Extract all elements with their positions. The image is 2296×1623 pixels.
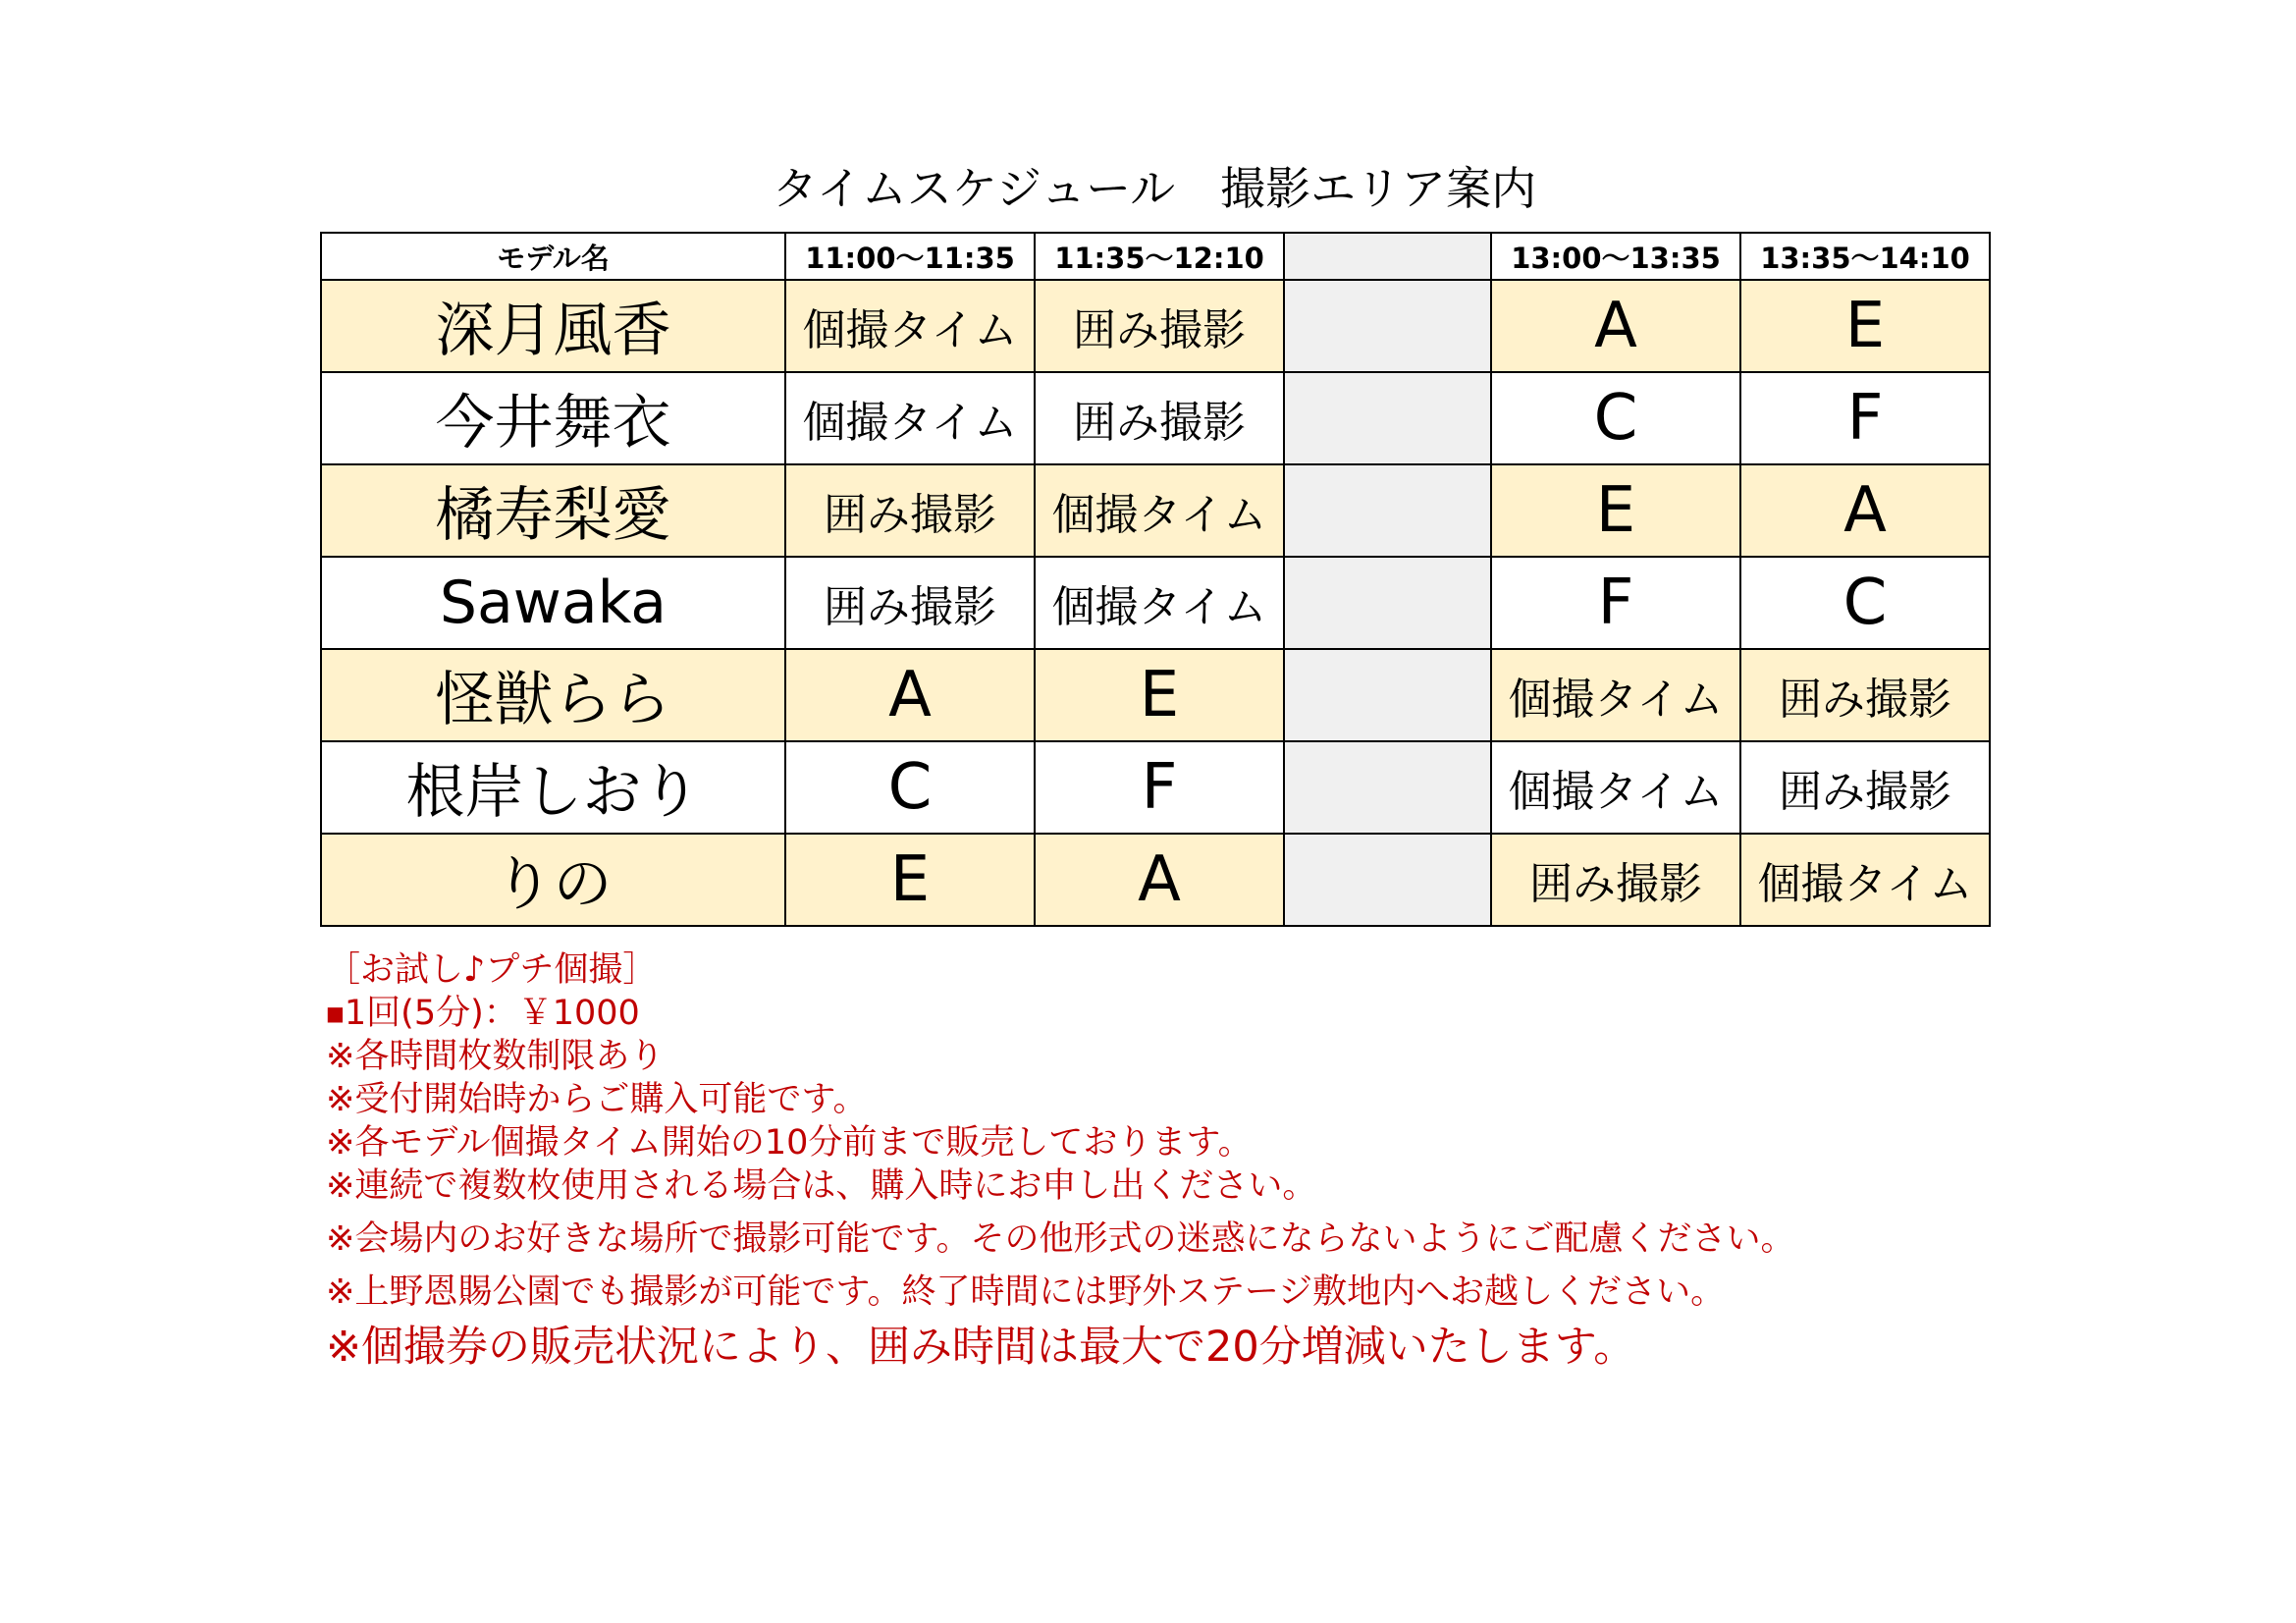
slot-cell: F	[1035, 741, 1284, 834]
model-name: 根岸しおり	[321, 741, 785, 834]
break-cell	[1284, 834, 1491, 926]
table-row	[321, 464, 1990, 557]
break-cell	[1284, 372, 1491, 464]
notes-heading: ［お試し♪プチ個撮］	[326, 950, 658, 990]
slot-cell: 囲み撮影	[785, 557, 1035, 649]
slot-cell: 個撮タイム	[1740, 834, 1990, 926]
note-line: ※各時間枚数制限あり	[326, 1037, 665, 1076]
slot-cell: 個撮タイム	[785, 372, 1035, 464]
break-cell	[1284, 557, 1491, 649]
slot-cell: E	[1035, 649, 1284, 741]
note-line: ※連続で複数枚使用される場合は、購入時にお申し出ください。	[326, 1166, 1317, 1206]
break-cell	[1284, 649, 1491, 741]
model-name: 深月風香	[321, 280, 785, 372]
price-line	[326, 992, 1985, 1035]
model-name: 橘寿梨愛	[321, 464, 785, 557]
model-name: Sawaka	[321, 557, 785, 649]
slot-cell: F	[1740, 372, 1990, 464]
slot-cell: 囲み撮影	[1035, 372, 1284, 464]
note-line: ※会場内のお好きな場所で撮影可能です。その他形式の迷惑にならないようにご配慮ください。	[326, 1219, 1795, 1259]
slot-cell: A	[1035, 834, 1284, 926]
break-cell	[1284, 280, 1491, 372]
table-row	[321, 557, 1990, 649]
slot-cell: C	[785, 741, 1035, 834]
header-row	[321, 233, 1990, 280]
slot-cell: 個撮タイム	[1035, 557, 1284, 649]
price-text: 1回(5分)：￥1000	[344, 994, 640, 1033]
header-slot-1: 11:00〜11:35	[785, 233, 1035, 280]
slot-cell: 囲み撮影	[1740, 649, 1990, 741]
slot-cell: 囲み撮影	[785, 464, 1035, 557]
square-bullet-icon: ■	[326, 1001, 345, 1025]
slot-cell: A	[1740, 464, 1990, 557]
header-slot-4: 13:35〜14:10	[1740, 233, 1990, 280]
slot-cell: 個撮タイム	[785, 280, 1035, 372]
table-row	[321, 280, 1990, 372]
slot-cell: A	[785, 649, 1035, 741]
table-row	[321, 834, 1990, 926]
slot-cell: 囲み撮影	[1491, 834, 1740, 926]
header-slot-3: 13:00〜13:35	[1491, 233, 1740, 280]
note-line: ※上野恩賜公園でも撮影が可能です。終了時間には野外ステージ敷地内へお越しください。	[326, 1272, 1726, 1312]
table-row	[321, 649, 1990, 741]
slot-cell: C	[1491, 372, 1740, 464]
slot-cell: 個撮タイム	[1491, 741, 1740, 834]
slot-cell: F	[1491, 557, 1740, 649]
slot-cell: A	[1491, 280, 1740, 372]
slot-cell: C	[1740, 557, 1990, 649]
note-line: ※受付開始時からご購入可能です。	[326, 1080, 868, 1119]
note-line: ※各モデル個撮タイム開始の10分前まで販売しております。	[326, 1123, 1253, 1163]
slot-cell: 囲み撮影	[1035, 280, 1284, 372]
table-row	[321, 741, 1990, 834]
table-row	[321, 372, 1990, 464]
slot-cell: E	[785, 834, 1035, 926]
schedule-table	[320, 232, 1991, 927]
header-break	[1284, 233, 1491, 280]
emphasis-note: ※個撮券の販売状況により、囲み時間は最大で20分増減いたします。	[326, 1323, 1636, 1372]
slot-cell: E	[1740, 280, 1990, 372]
model-name: 今井舞衣	[321, 372, 785, 464]
notes-section	[326, 948, 1985, 1375]
slot-cell: 囲み撮影	[1740, 741, 1990, 834]
break-cell	[1284, 464, 1491, 557]
slot-cell: E	[1491, 464, 1740, 557]
model-name: 怪獣らら	[321, 649, 785, 741]
header-model-name: モデル名	[321, 233, 785, 280]
slot-cell: 個撮タイム	[1491, 649, 1740, 741]
model-name: りの	[321, 834, 785, 926]
break-cell	[1284, 741, 1491, 834]
slot-cell: 個撮タイム	[1035, 464, 1284, 557]
header-slot-2: 11:35〜12:10	[1035, 233, 1284, 280]
page-title: タイムスケジュール 撮影エリア案内	[772, 162, 1537, 215]
